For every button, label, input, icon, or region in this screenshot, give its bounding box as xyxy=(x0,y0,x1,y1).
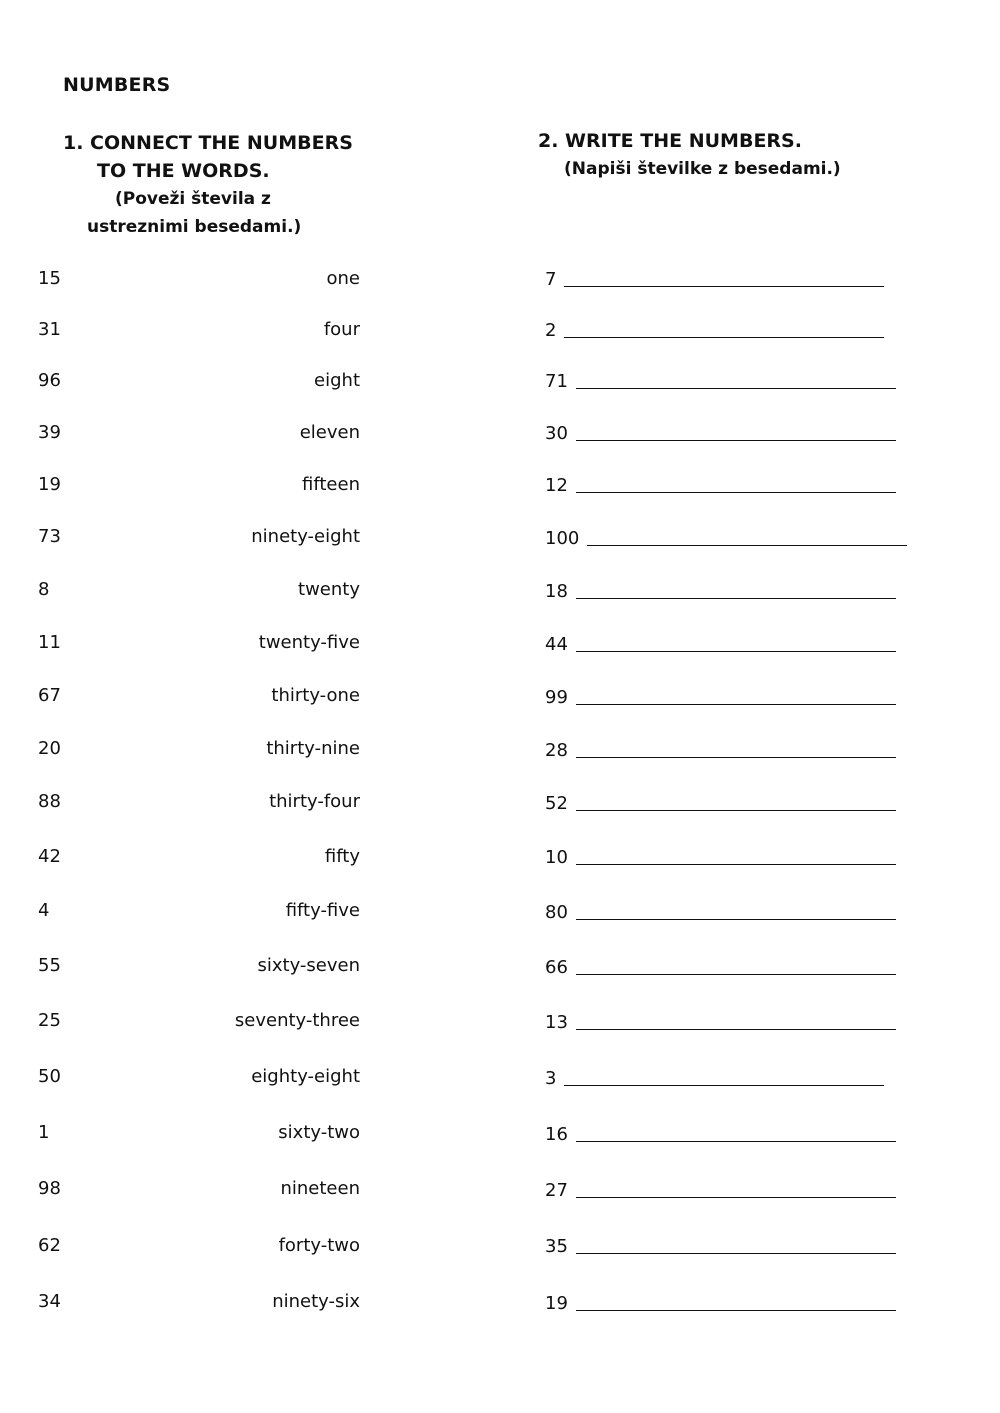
match-word[interactable]: forty-two xyxy=(278,1235,360,1256)
match-word[interactable]: thirty-four xyxy=(269,791,360,812)
write-number: 71 xyxy=(545,371,568,392)
match-row xyxy=(30,1122,360,1148)
match-row xyxy=(30,1178,360,1204)
match-number[interactable]: 1 xyxy=(38,1122,50,1143)
answer-line[interactable] xyxy=(576,651,896,652)
write-number: 66 xyxy=(545,957,568,978)
answer-line[interactable] xyxy=(564,286,884,287)
write-number: 10 xyxy=(545,847,568,868)
answer-line[interactable] xyxy=(576,704,896,705)
exercise2-heading xyxy=(538,127,958,183)
match-word[interactable]: ninety-eight xyxy=(251,526,360,547)
write-number: 28 xyxy=(545,740,568,761)
match-number[interactable]: 67 xyxy=(38,685,61,706)
answer-line[interactable] xyxy=(587,545,907,546)
match-row xyxy=(30,1235,360,1261)
match-number[interactable]: 31 xyxy=(38,319,61,340)
match-number[interactable]: 19 xyxy=(38,474,61,495)
write-row xyxy=(545,364,925,392)
match-row xyxy=(30,846,360,872)
write-number: 99 xyxy=(545,687,568,708)
write-number: 18 xyxy=(545,581,568,602)
answer-line[interactable] xyxy=(564,1085,884,1086)
write-row xyxy=(545,895,925,923)
match-word[interactable]: fifteen xyxy=(302,474,360,495)
write-number: 80 xyxy=(545,902,568,923)
answer-line[interactable] xyxy=(576,1141,896,1142)
match-number[interactable]: 25 xyxy=(38,1010,61,1031)
match-number[interactable]: 42 xyxy=(38,846,61,867)
answer-line[interactable] xyxy=(576,919,896,920)
write-row xyxy=(545,262,925,290)
match-word[interactable]: eighty-eight xyxy=(251,1066,360,1087)
match-row xyxy=(30,900,360,926)
write-row xyxy=(545,950,925,978)
match-word[interactable]: eight xyxy=(314,370,360,391)
answer-line[interactable] xyxy=(576,492,896,493)
write-number: 35 xyxy=(545,1236,568,1257)
answer-line[interactable] xyxy=(576,1253,896,1254)
write-number: 12 xyxy=(545,475,568,496)
match-word[interactable]: nineteen xyxy=(280,1178,360,1199)
write-row xyxy=(545,313,925,341)
exercise1-heading xyxy=(63,129,383,241)
exercise1-translation: (Poveži števila z xyxy=(115,189,271,209)
answer-line[interactable] xyxy=(576,757,896,758)
answer-line[interactable] xyxy=(576,864,896,865)
match-row xyxy=(30,738,360,764)
match-number[interactable]: 39 xyxy=(38,422,61,443)
answer-line[interactable] xyxy=(576,1197,896,1198)
match-word[interactable]: sixty-seven xyxy=(257,955,360,976)
match-number[interactable]: 98 xyxy=(38,1178,61,1199)
match-number[interactable]: 4 xyxy=(38,900,50,921)
write-row xyxy=(545,786,925,814)
write-number: 16 xyxy=(545,1124,568,1145)
write-row xyxy=(545,733,925,761)
match-row xyxy=(30,319,360,345)
exercise1-translation-cont: ustreznimi besedami.) xyxy=(87,217,302,237)
write-row xyxy=(545,468,925,496)
match-row xyxy=(30,685,360,711)
match-row xyxy=(30,579,360,605)
answer-line[interactable] xyxy=(576,440,896,441)
write-number: 13 xyxy=(545,1012,568,1033)
match-row xyxy=(30,268,360,294)
write-row xyxy=(545,627,925,655)
match-row xyxy=(30,632,360,658)
match-word[interactable]: one xyxy=(326,268,360,289)
match-number[interactable]: 8 xyxy=(38,579,50,600)
exercise2-translation: (Napiši številke z besedami.) xyxy=(564,159,841,179)
write-number: 30 xyxy=(545,423,568,444)
write-row xyxy=(545,1061,925,1089)
write-number: 44 xyxy=(545,634,568,655)
write-number: 7 xyxy=(545,269,557,290)
write-row xyxy=(545,1117,925,1145)
answer-line[interactable] xyxy=(576,810,896,811)
write-row xyxy=(545,1229,925,1257)
match-row xyxy=(30,474,360,500)
match-number[interactable]: 34 xyxy=(38,1291,61,1312)
write-number: 19 xyxy=(545,1293,568,1314)
match-row xyxy=(30,1291,360,1317)
match-row xyxy=(30,422,360,448)
write-number: 2 xyxy=(545,320,557,341)
match-number[interactable]: 15 xyxy=(38,268,61,289)
match-word[interactable]: fifty-five xyxy=(285,900,360,921)
match-row xyxy=(30,1010,360,1036)
match-word[interactable]: twenty-five xyxy=(258,632,360,653)
exercise2-instruction: 2. WRITE THE NUMBERS. xyxy=(538,130,802,152)
match-row xyxy=(30,370,360,396)
write-row xyxy=(545,1286,925,1314)
write-number: 3 xyxy=(545,1068,557,1089)
answer-line[interactable] xyxy=(576,1310,896,1311)
answer-line[interactable] xyxy=(576,1029,896,1030)
match-row xyxy=(30,791,360,817)
exercise1-instruction-cont: TO THE WORDS. xyxy=(97,160,270,182)
match-number[interactable]: 55 xyxy=(38,955,61,976)
match-word[interactable]: seventy-three xyxy=(234,1010,360,1031)
page-title: NUMBERS xyxy=(63,74,171,96)
write-number: 27 xyxy=(545,1180,568,1201)
match-word[interactable]: ninety-six xyxy=(272,1291,360,1312)
write-row xyxy=(545,521,925,549)
match-word[interactable]: thirty-nine xyxy=(266,738,360,759)
answer-line[interactable] xyxy=(576,388,896,389)
match-number[interactable]: 88 xyxy=(38,791,61,812)
match-row xyxy=(30,526,360,552)
match-row xyxy=(30,1066,360,1092)
match-word[interactable]: thirty-one xyxy=(271,685,360,706)
match-word[interactable]: eleven xyxy=(299,422,360,443)
write-row xyxy=(545,680,925,708)
answer-line[interactable] xyxy=(576,974,896,975)
write-number: 100 xyxy=(545,528,580,549)
match-word[interactable]: fifty xyxy=(324,846,360,867)
answer-line[interactable] xyxy=(564,337,884,338)
write-row xyxy=(545,1173,925,1201)
exercise1-instruction: 1. CONNECT THE NUMBERS xyxy=(63,132,353,154)
match-word[interactable]: sixty-two xyxy=(278,1122,360,1143)
write-row xyxy=(545,574,925,602)
match-number[interactable]: 50 xyxy=(38,1066,61,1087)
answer-line[interactable] xyxy=(576,598,896,599)
write-number: 52 xyxy=(545,793,568,814)
match-number[interactable]: 11 xyxy=(38,632,61,653)
match-number[interactable]: 96 xyxy=(38,370,61,391)
match-word[interactable]: four xyxy=(323,319,360,340)
match-number[interactable]: 73 xyxy=(38,526,61,547)
match-number[interactable]: 20 xyxy=(38,738,61,759)
match-word[interactable]: twenty xyxy=(298,579,360,600)
write-row xyxy=(545,1005,925,1033)
write-row xyxy=(545,840,925,868)
match-row xyxy=(30,955,360,981)
write-row xyxy=(545,416,925,444)
match-number[interactable]: 62 xyxy=(38,1235,61,1256)
